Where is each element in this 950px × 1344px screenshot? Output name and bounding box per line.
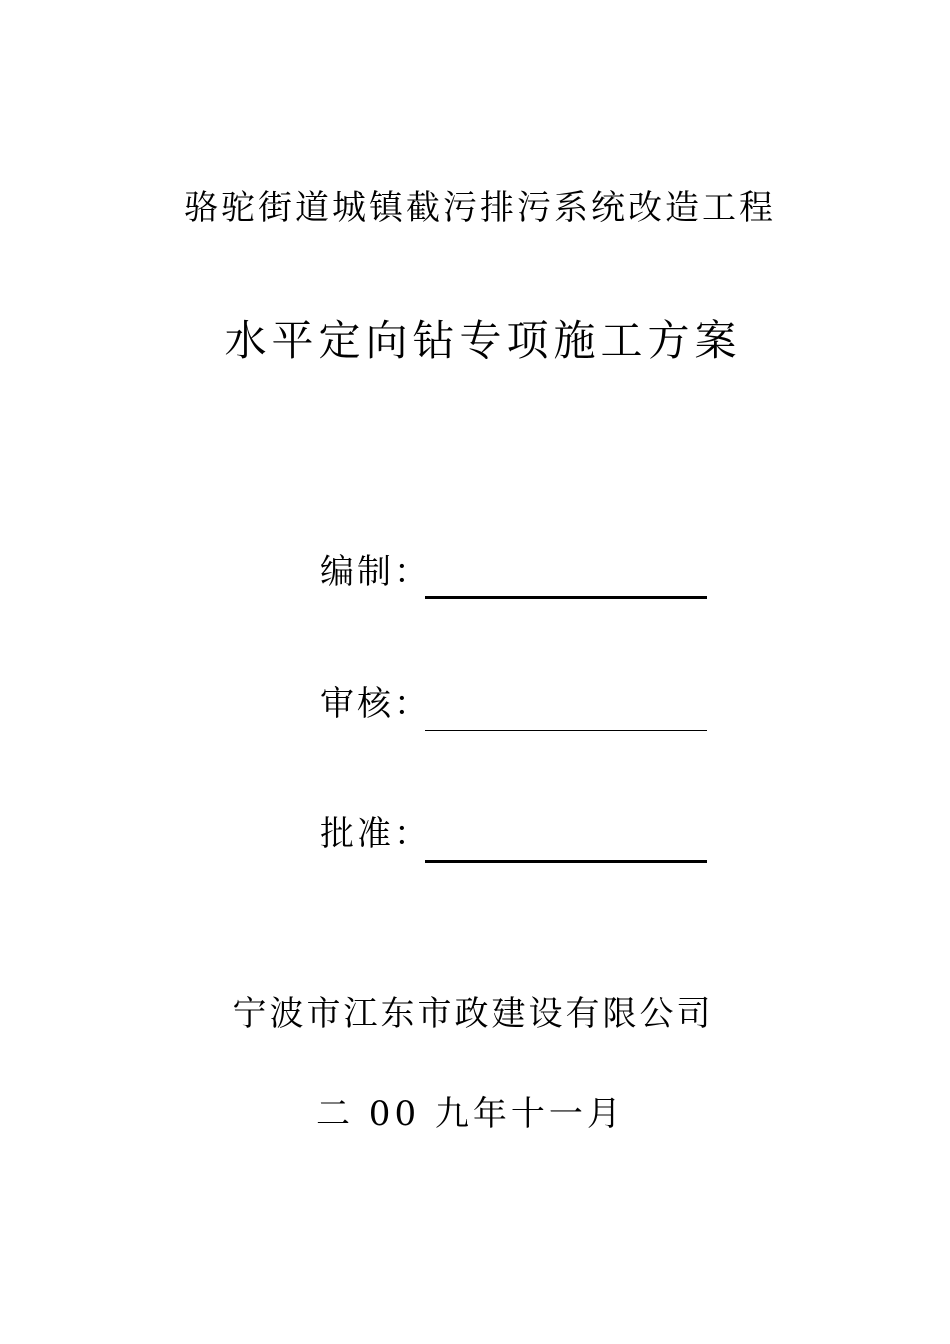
document-date: 二 00 九年十一月 <box>316 1094 625 1134</box>
compiled-by-signature-line <box>425 596 707 599</box>
reviewed-by-row <box>320 676 720 736</box>
approved-by-row <box>320 806 720 866</box>
compiled-by-label: 编制： <box>320 552 431 592</box>
reviewed-by-signature-line <box>425 730 707 731</box>
compiled-by-row <box>320 544 720 604</box>
reviewed-by-label: 审核： <box>320 684 431 724</box>
document-title: 水平定向钻专项施工方案 <box>224 316 742 365</box>
project-title: 骆驼街道城镇截污排污系统改造工程 <box>184 188 776 228</box>
approved-by-label: 批准： <box>320 814 431 854</box>
approved-by-signature-line <box>425 860 707 863</box>
company-name: 宁波市江东市政建设有限公司 <box>232 994 714 1034</box>
